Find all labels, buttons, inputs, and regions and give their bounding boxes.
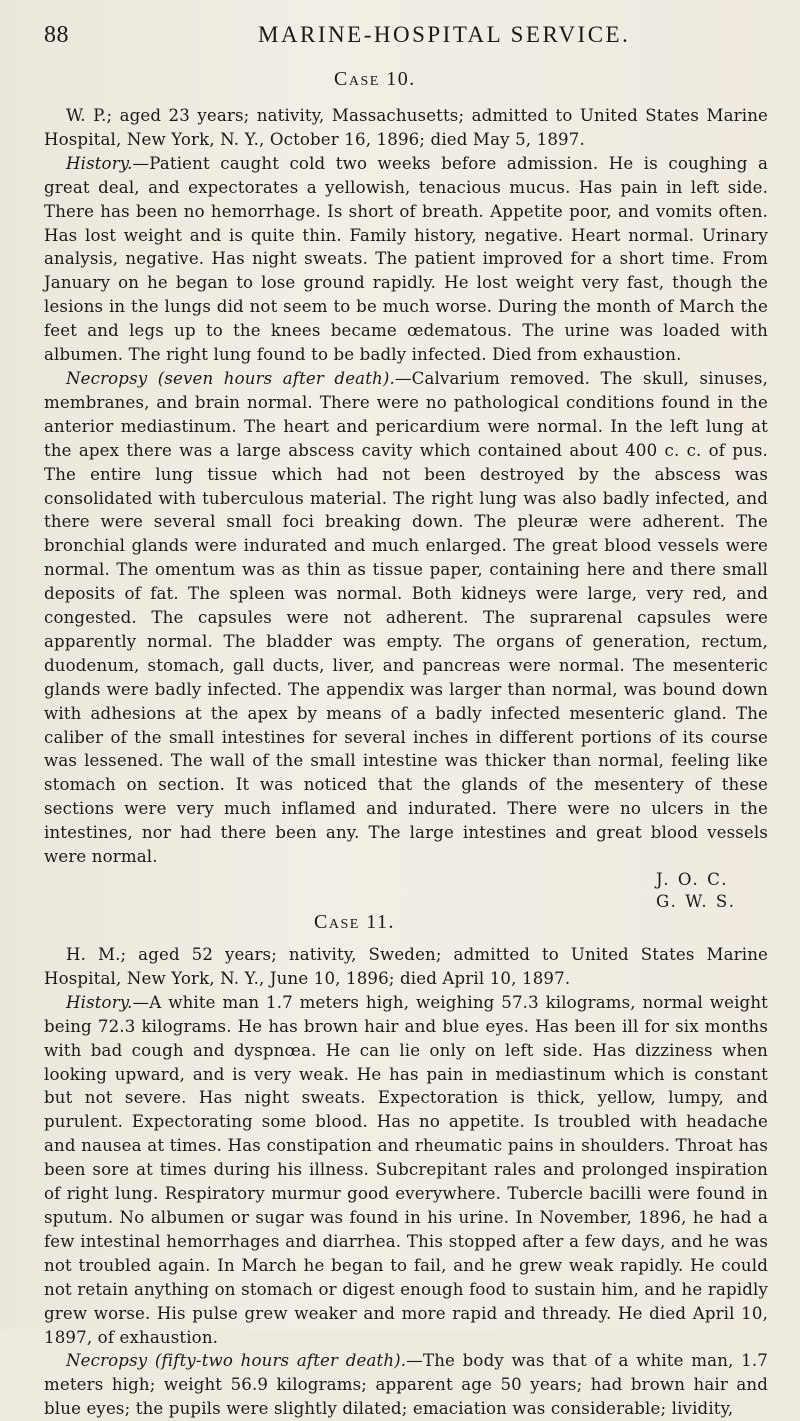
page-header xyxy=(44,22,768,54)
case-10-intro: W. P.; aged 23 years; nativity, Massachusetts; admitted to United States Marine Hospital, New York, N. Y., October 16, 1896; died May 5, 1897. xyxy=(44,106,768,149)
case-10-necropsy xyxy=(44,367,768,869)
case-11-heading: Case 11. xyxy=(314,911,396,933)
case-11-history-text: —A white man 1.7 meters high, weighing 57.3 kilograms, normal weight being 72.3 kilograms. He has brown hair and blue eyes. Has been ill for six months with bad cough and dyspnœa. He can lie only on left side. Has dizziness when looking upward, and is very weak. He has pain in mediastinum which is constant but not severe. Has night sweats. Expectoration is thick, yellow, lumpy, and purulent. Expectorating some blood. Has no appetite. Is troubled with headache and nausea at times. Has constipation and rheumatic pains in shoulders. Throat has been sore at times during his illness. Subcrepitant rales and prolonged inspiration of right lung. Respiratory murmur good everywhere. Tubercle bacilli were found in sputum. No albumen or sugar was found in his urine. In November, 1896, he had a few intestinal hemorrhages and diarrhea. This stopped after a few days, and he was not troubled again. In March he began to fail, and he grew weak rapidly. He could not retain anything on stomach or digest enough food to sustain him, and he rapidly grew worse. His pulse grew weaker and more rapid and thready. He died April 10, 1897, of exhaustion. xyxy=(44,992,768,1347)
case-10-necropsy-text: —Calvarium removed. The skull, sinuses, membranes, and brain normal. There were no pathological conditions found in the anterior mediastinum. The heart and pericardium were normal. In the left lung at the apex there was a large abscess cavity which contained about 400 c. c. of pus. The entire lung tissue which had not been destroyed by the abscess was consolidated with tuberculous material. The right lung was also badly infected, and there were several small foci breaking down. The pleuræ were adherent. The bronchial glands were indurated and much enlarged. The great blood vessels were normal. The omentum was as thin as tissue paper, containing here and there small deposits of fat. The spleen was normal. Both kidneys were large, very red, and congested. The capsules were not adherent. The suprarenal capsules were apparently normal. The bladder was empty. The organs of generation, rectum, duodenum, stomach, gall ducts, liver, and pancreas were normal. The mesenteric glands were badly infected. The appendix was larger than normal, was bound down with adhesions at the apex by means of a badly infected mesenteric gland. The caliber of the small intestines for several inches in different portions of its course was lessened. The wall of the small intestine was thicker than normal, feeling like stomach on section. It was noticed that the glands of the mesentery of these sections were very much inflamed and indurated. There were no ulcers in the intestines, nor had there been any. The large intestines and great blood vessels were normal. xyxy=(44,368,768,867)
case-10-history-label: History. xyxy=(66,153,133,173)
case-10-history-text: —Patient caught cold two weeks before admission. He is coughing a great deal, and expectorates a yellowish, tenacious mucus. Has pain in left side. There has been no hemorrhage. Is short of breath. Appetite poor, and vomits often. Has lost weight and is quite thin. Family history, negative. Heart normal. Urinary analysis, negative. Has night sweats. The patient improved for a short time. From January on he began to lose ground rapidly. He lost weight very fast, though the lesions in the lungs did not seem to be much worse. During the month of March the feet and legs up to the knees became œdematous. The urine was loaded with albumen. The right lung found to be badly infected. Died from exhaustion. xyxy=(44,153,768,365)
case-10-heading: Case 10. xyxy=(334,68,416,90)
case-10-necropsy-label: Necropsy (seven hours after death). xyxy=(66,368,395,388)
case-11-necropsy-label: Necropsy (fifty-two hours after death). xyxy=(66,1351,407,1371)
page-number: 88 xyxy=(44,22,69,48)
case-10-initials-2: G. W. S. xyxy=(656,892,736,911)
case-11-history xyxy=(44,991,768,1350)
running-head: MARINE-HOSPITAL SERVICE. xyxy=(258,22,631,47)
case-11-history-label: History. xyxy=(66,992,133,1012)
case-10-initials-1: J. O. C. xyxy=(656,870,729,889)
case-11-intro: H. M.; aged 52 years; nativity, Sweden; admitted to United States Marine Hospital, New York, N. Y., June 10, 1896; died April 10, 1897. xyxy=(44,945,768,988)
case-11-necropsy-text: —The body was that of a white man, 1.7 meters high; weight 56.9 kilograms; apparent age 50 years; had brown hair and blue eyes; the pupils were slightly dilated; emaciation was considerable; lividity, xyxy=(44,1351,768,1419)
case-10-history xyxy=(44,152,768,367)
case-11-necropsy xyxy=(44,1349,768,1421)
